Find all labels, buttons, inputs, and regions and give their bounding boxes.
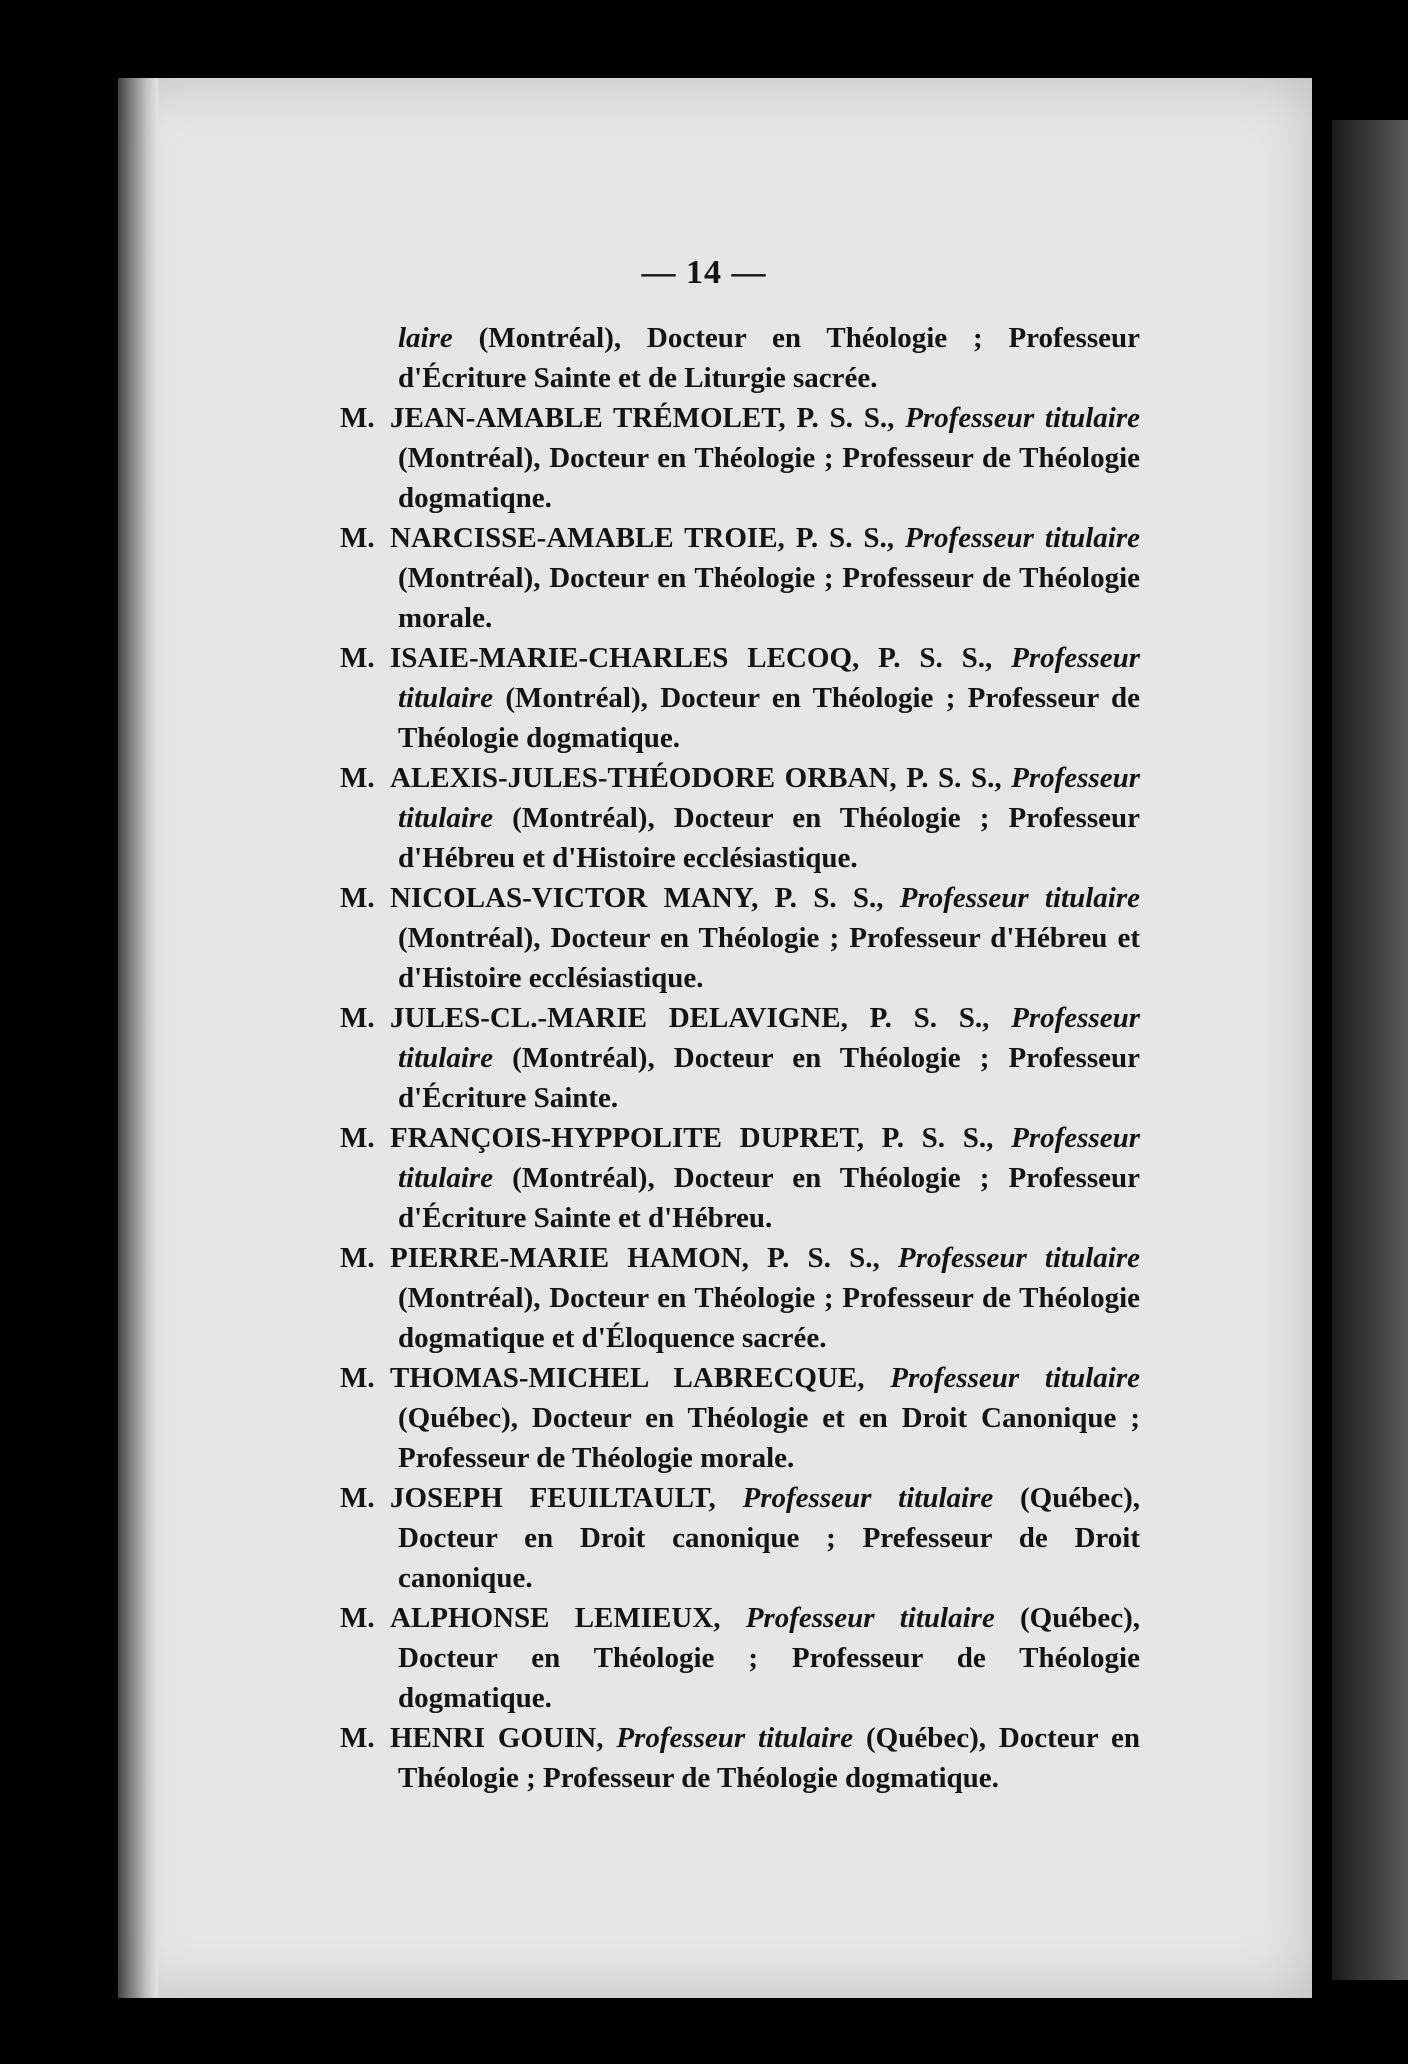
- entry-title: laire: [398, 322, 453, 354]
- entry-text: (Montréal), Docteur en Théologie ; Professeur de Théologie dogmatique.: [398, 682, 1140, 754]
- entry-name: THOMAS-MICHEL LABRECQUE,: [390, 1362, 891, 1394]
- entry-prefix: M.: [340, 1362, 375, 1394]
- entry-text: (Montréal), Docteur en Théologie ; Professeur d'Hébreu et d'Histoire ecclésiastique.: [398, 802, 1140, 874]
- entry-title: Professeur titulaire: [897, 1242, 1140, 1274]
- entry-text: (Montréal), Docteur en Théologie ; Professeur d'Écriture Sainte et de Liturgie sacrée.: [398, 322, 1140, 394]
- list-item: [340, 1358, 1140, 1478]
- list-item: [340, 878, 1140, 998]
- page-binding-shadow: [118, 78, 158, 1998]
- entry-name: JOSEPH FEUILTAULT,: [390, 1482, 743, 1514]
- list-item: [340, 1598, 1140, 1718]
- list-item: [340, 638, 1140, 758]
- entry-name: JEAN-AMABLE TRÉMOLET, P. S. S.,: [390, 402, 906, 434]
- entry-title: Professeur titulaire: [398, 1122, 1140, 1194]
- entry-title: Professeur titulaire: [398, 1002, 1140, 1074]
- entry-prefix: M.: [340, 642, 375, 674]
- entry-title: Professeur titulaire: [890, 1362, 1140, 1394]
- entry-name: ALEXIS-JULES-THÉODORE ORBAN, P. S. S.,: [390, 762, 1012, 794]
- entry-prefix: M.: [340, 1482, 375, 1514]
- entry-name: FRANÇOIS-HYPPOLITE DUPRET, P. S. S.,: [390, 1122, 1012, 1154]
- entry-text: (Montréal), Docteur en Théologie ; Professeur de Théologie morale.: [398, 562, 1140, 634]
- list-item: [340, 1118, 1140, 1238]
- list-item: [340, 1238, 1140, 1358]
- list-item: [340, 518, 1140, 638]
- entry-text: (Québec), Docteur en Théologie et en Droit Canonique ; Professeur de Théologie morale.: [398, 1402, 1140, 1474]
- entry-text: (Montréal), Docteur en Théologie ; Professeur d'Hébreu et d'Histoire ecclésiastique.: [398, 922, 1140, 994]
- entry-text: (Montréal), Docteur en Théologie ; Professeur de Théologie dogmatique et d'Éloquence sacrée.: [398, 1282, 1140, 1354]
- entry-name: NARCISSE-AMABLE TROIE, P. S. S.,: [390, 522, 906, 554]
- list-item: [340, 1718, 1140, 1798]
- list-item: [340, 758, 1140, 878]
- faculty-list: [340, 318, 1140, 1798]
- entry-title: Professeur titulaire: [899, 882, 1140, 914]
- entry-prefix: M.: [340, 882, 375, 914]
- list-item: [340, 398, 1140, 518]
- entry-title: Professeur titulaire: [742, 1482, 994, 1514]
- entry-title: Professeur titulaire: [905, 522, 1140, 554]
- entry-title: Professeur titulaire: [398, 642, 1140, 714]
- entry-prefix: M.: [340, 402, 375, 434]
- entry-prefix: M.: [340, 1602, 375, 1634]
- entry-prefix: M.: [340, 522, 375, 554]
- list-item: [340, 1478, 1140, 1598]
- entry-prefix: M.: [340, 762, 375, 794]
- entry-prefix: M.: [340, 1002, 375, 1034]
- entry-title: Professeur titulaire: [398, 762, 1140, 834]
- entry-title: Professeur titulaire: [616, 1722, 854, 1754]
- entry-prefix: M.: [340, 1242, 375, 1274]
- list-item: [340, 998, 1140, 1118]
- entry-text: (Montréal), Docteur en Théologie ; Professeur d'Écriture Sainte et d'Hébreu.: [398, 1162, 1140, 1234]
- entry-prefix: M.: [340, 1122, 375, 1154]
- entry-name: ISAIE-MARIE-CHARLES LECOQ, P. S. S.,: [390, 642, 1012, 674]
- entry-name: PIERRE-MARIE HAMON, P. S. S.,: [390, 1242, 898, 1274]
- entry-text: (Québec), Docteur en Droit canonique ; Prefesseur de Droit canonique.: [398, 1482, 1140, 1594]
- page-number: — 14 —: [641, 254, 767, 291]
- entry-text: (Québec), Docteur en Théologie ; Professeur de Théologie dogmatique.: [398, 1602, 1140, 1714]
- entry-name: HENRI GOUIN,: [390, 1722, 617, 1754]
- list-item: [340, 318, 1140, 398]
- entry-title: Professeur titulaire: [905, 402, 1140, 434]
- entry-name: NICOLAS-VICTOR MANY, P. S. S.,: [390, 882, 900, 914]
- adjacent-page-edge: [1332, 120, 1408, 1980]
- entry-name: JULES-CL.-MARIE DELAVIGNE, P. S. S.,: [390, 1002, 1012, 1034]
- entry-text: (Québec), Docteur en Théologie ; Professeur de Théologie dogmatique.: [398, 1722, 1140, 1794]
- entry-title: Professeur titulaire: [745, 1602, 995, 1634]
- entry-text: (Montréal), Docteur en Théologie ; Professeur d'Écriture Sainte.: [398, 1042, 1140, 1114]
- entry-name: ALPHONSE LEMIEUX,: [390, 1602, 746, 1634]
- entry-prefix: M.: [340, 1722, 375, 1754]
- entry-text: (Montréal), Docteur en Théologie ; Professeur de Théologie dogmatiqne.: [398, 442, 1140, 514]
